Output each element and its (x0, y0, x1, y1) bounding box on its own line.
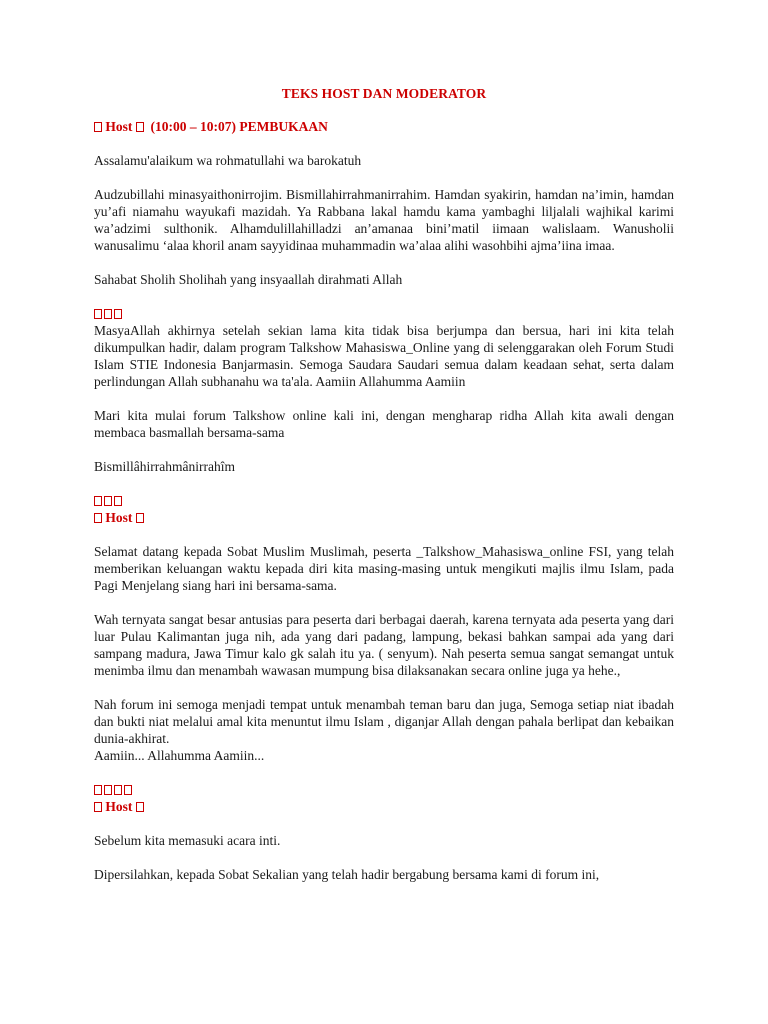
glyph-marker-row (94, 305, 674, 322)
host-label: Host (105, 799, 133, 814)
missing-glyph-icon (136, 802, 144, 812)
host-label: Host (105, 510, 133, 525)
missing-glyph-icon (94, 122, 102, 132)
missing-glyph-icon (114, 496, 122, 506)
paragraph-salutation: Sahabat Sholih Sholihah yang insyaallah dirahmati Allah (94, 272, 403, 287)
paragraph-greeting: Assalamu'alaikum wa rohmatullahi wa barokatuh (94, 153, 362, 168)
document-title: TEKS HOST DAN MODERATOR (281, 86, 487, 101)
paragraph-enthusiasm: Wah ternyata sangat besar antusias para peserta dari berbagai daerah, karena ternyata ada peserta yang dari luar Pulau Kalimantan juga nih, ada yang dari padang, lampung, bekasi bahkan sampai ada yang dari sampang madura, Jawa Timur kalo gk salah itu ya. ( senyum). Nah peserta semua sangat semangat untuk menimba ilmu dan menambah wawasan mumpung bisa dilaksanakan secara online juga ya hehe., (94, 612, 674, 678)
missing-glyph-icon (114, 785, 122, 795)
missing-glyph-icon (104, 496, 112, 506)
glyph-marker-row (94, 781, 674, 798)
section-heading-host (94, 798, 674, 815)
host-label: Host (105, 119, 133, 134)
missing-glyph-icon (104, 785, 112, 795)
paragraph-before-main: Sebelum kita memasuki acara inti. (94, 833, 281, 848)
missing-glyph-icon (94, 802, 102, 812)
missing-glyph-icon (124, 785, 132, 795)
section-heading-host (94, 509, 674, 526)
missing-glyph-icon (114, 309, 122, 319)
missing-glyph-icon (94, 496, 102, 506)
paragraph-basmalah: Bismillâhirrahmânirrahîm (94, 459, 235, 474)
paragraph-invitation: Dipersilahkan, kepada Sobat Sekalian yang telah hadir bergabung bersama kami di forum ini, (94, 867, 600, 882)
missing-glyph-icon (94, 309, 102, 319)
missing-glyph-icon (94, 513, 102, 523)
paragraph-start-forum: Mari kita mulai forum Talkshow online kali ini, dengan mengharap ridha Allah kita awali dengan membaca basmallah bersama-sama (94, 408, 674, 440)
opening-time: (10:00 – 10:07) PEMBUKAAN (150, 119, 328, 134)
paragraph-opening-prayer: Audzubillahi minasyaithonirrojim. Bismillahirrahmanirrahim. Hamdan syakirin, hamdan na’imin, hamdan yu’afi niamahu wayukafi mazidah. Ya Rabbana lakal hamdu kama yambaghi liljalali wajhikal karimi wa’adzimi sulthonik. Alhamdulillahilladzi an’amanaa bini’matil iimaan walislaam. Wanusholii wanusalimu ‘alaa khoril anam sayyidinaa muhammadin wa’alaa alihi wasohbihi ajma’iina imaa. (94, 187, 674, 253)
missing-glyph-icon (104, 309, 112, 319)
paragraph-amin: Aamiin... Allahumma Aamiin... (94, 748, 265, 763)
missing-glyph-icon (94, 785, 102, 795)
glyph-marker-row (94, 492, 674, 509)
missing-glyph-icon (136, 122, 144, 132)
paragraph-welcome-program: MasyaAllah akhirnya setelah sekian lama kita tidak bisa berjumpa dan bersua, hari ini kita telah dikumpulkan hadir, dalam program Talkshow Mahasiswa_Online yang di selenggarakan oleh Forum Studi Islam STIE Indonesia Banjarmasin. Semoga Saudara Saudari semua dalam keadaan sehat, serta dalam perlindungan Allah subhanahu wa ta'ala. Aamiin Allahumma Aamiin (94, 323, 674, 389)
paragraph-forum-hope: Nah forum ini semoga menjadi tempat untuk menambah teman baru dan juga, Semoga setiap niat ibadah dan bukti niat melalui amal kita menuntut ilmu Islam , diganjar Allah dengan pahala berlipat dan kebaikan dunia-akhirat. (94, 697, 674, 746)
section-heading-opening (94, 118, 674, 135)
paragraph-welcome-participants: Selamat datang kepada Sobat Muslim Muslimah, peserta _Talkshow_Mahasiswa_online FSI, yang telah memberikan keluangan waktu kepada diri kita masing-masing untuk mengikuti majlis ilmu Islam, pada Pagi Menjelang siang hari ini bersama-sama. (94, 544, 674, 593)
missing-glyph-icon (136, 513, 144, 523)
